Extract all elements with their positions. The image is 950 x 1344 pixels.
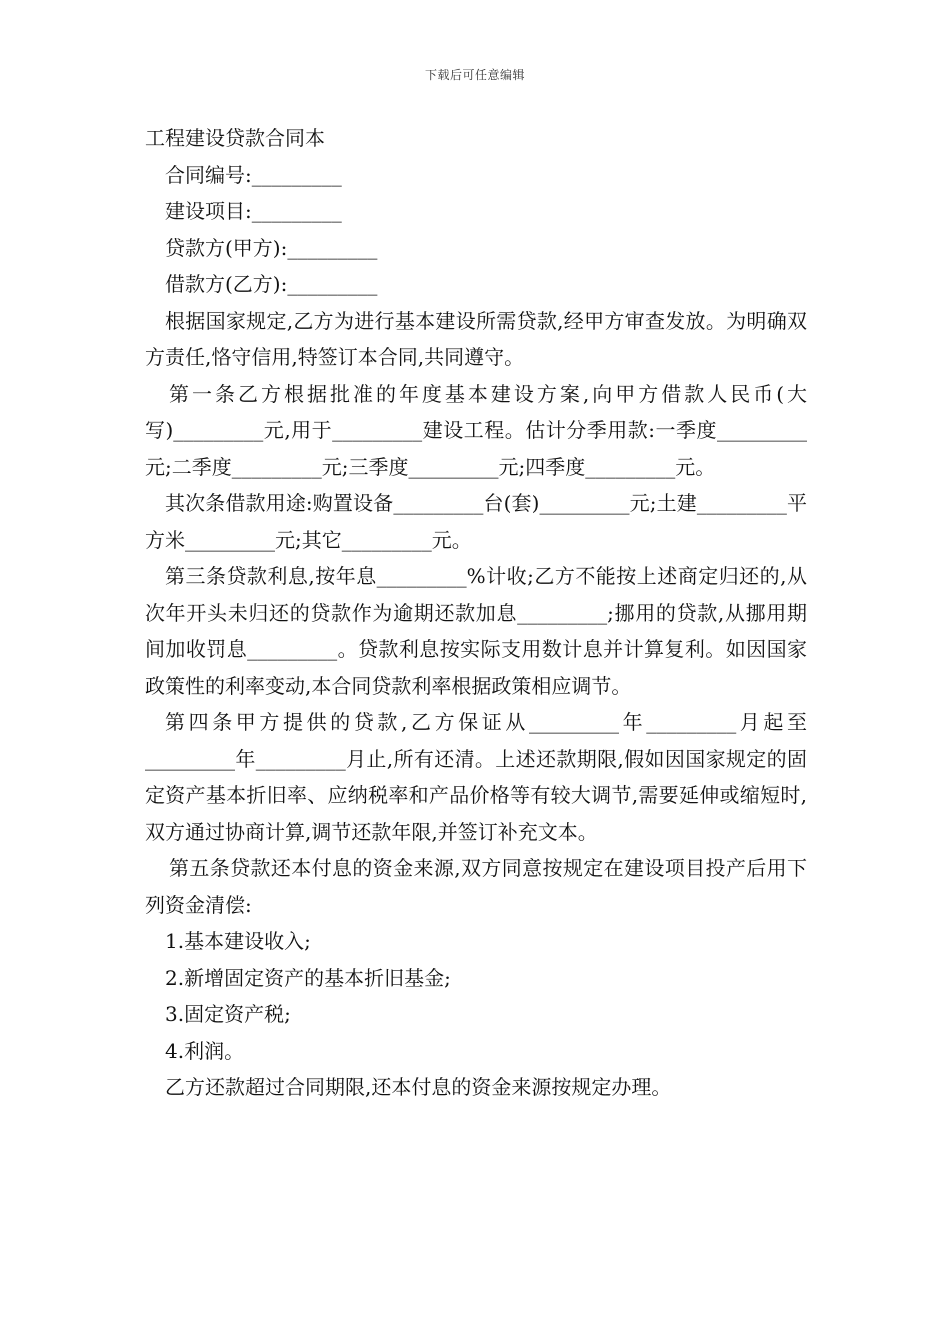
project-field: 建设项目:_________ <box>165 199 342 223</box>
contract-number-field: 合同编号:_________ <box>165 162 342 187</box>
closing-paragraph: 乙方还款超过合同期限,还本付息的资金来源按规定办理。 <box>165 1075 672 1099</box>
source-item-4: 4.利润。 <box>165 1038 245 1063</box>
document-title: 工程建设贷款合同本 <box>145 126 325 150</box>
preamble-paragraph: 根据国家规定,乙方为进行基本建设所需贷款,经甲方审查发放。为明确双方责任,恪守信用,特签订本合同,共同遵守。 <box>145 308 807 369</box>
article-3-paragraph: 第三条贷款利息,按年息_________%计收;乙方不能按上述商定归还的,从次年开头未归还的贷款作为逾期还款加息_________;挪用的贷款,从挪用期间加收罚息_________。贷款利息按实际支用数计息并计算复利。如因国家政策性的利率变动,本合同贷款利率根据政策相应调节。 <box>145 564 807 698</box>
article-1-paragraph: 第一条乙方根据批准的年度基本建设方案,向甲方借款人民币(大写)_________元,用于_________建设工程。估计分季用款:一季度_________元;二季度_________元;三季度_________元;四季度_________元。 <box>145 381 807 479</box>
article-4-paragraph: 第四条甲方提供的贷款,乙方保证从_________年_________月起至_________年_________月止,所有还清。上述还款期限,假如因国家规定的固定资产基本折旧率、应纳税率和产品价格等有较大调节,需要延伸或缩短时,双方通过协商计算,调节还款年限,并签订补充文本。 <box>145 710 807 844</box>
lender-field: 贷款方(甲方):_________ <box>165 235 378 260</box>
article-2-paragraph: 其次条借款用途:购置设备_________台(套)_________元;土建_________平方米_________元;其它_________元。 <box>145 491 807 552</box>
header-note: 下载后可任意编辑 <box>424 68 525 82</box>
source-item-1: 1.基本建设收入; <box>165 929 311 953</box>
borrower-field: 借款方(乙方):_________ <box>165 272 378 296</box>
source-item-2: 2.新增固定资产的基本折旧基金; <box>165 965 451 990</box>
source-item-3: 3.固定资产税; <box>165 1002 291 1026</box>
document-body <box>145 120 807 1106</box>
article-5-paragraph: 第五条贷款还本付息的资金来源,双方同意按规定在建设项目投产后用下列资金清偿: <box>145 856 807 917</box>
